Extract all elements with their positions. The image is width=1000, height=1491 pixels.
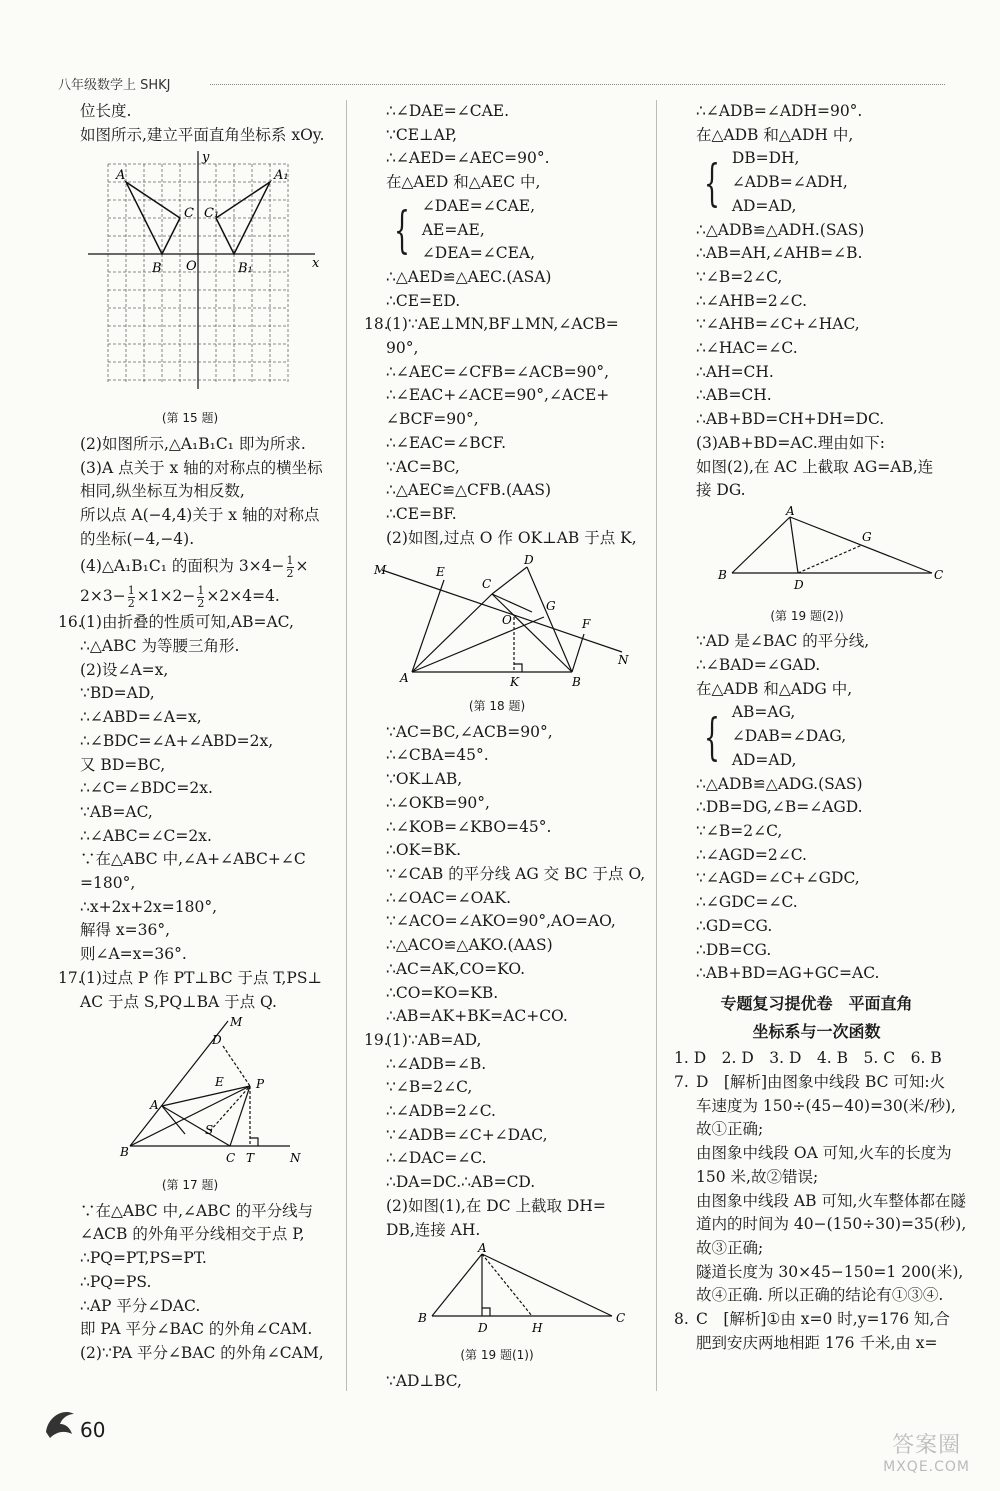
column-divider-1 xyxy=(346,100,347,1391)
text-line: ∵∠AGD=∠C+∠GDC, xyxy=(696,869,860,888)
section-title: 坐标系与一次函数 xyxy=(752,1021,881,1041)
text-line: 故③正确; xyxy=(696,1238,764,1257)
figure-19-2 xyxy=(674,505,959,628)
text-line: ∴∠AEC=∠CFB=∠ACB=90°, xyxy=(386,362,610,381)
text-line: ∴DB=CG. xyxy=(696,940,772,959)
figure-17 xyxy=(58,1016,336,1197)
triangle-bisector-diagram-2 xyxy=(682,505,942,597)
label-y: y xyxy=(202,150,210,166)
figure-caption: (第 17 题) xyxy=(161,1177,219,1192)
column-3 xyxy=(674,100,967,1355)
svg-text:S: S xyxy=(205,1123,214,1138)
figure-caption: (第 15 题) xyxy=(161,411,219,426)
equation-system: { ∠DAE=∠CAE, AE=AE, ∠DEA=∠CEA, xyxy=(393,196,536,263)
text-line: ∴AB+BD=CH+DH=DC. xyxy=(696,410,885,429)
text-line: ∵∠CAB 的平分线 AG 交 BC 于点 O, xyxy=(386,864,646,883)
text-line: ∴∠ADB=∠ADH=90°. xyxy=(696,102,863,120)
text-line: ∴△AED≌△AEC.(ASA) xyxy=(386,267,552,286)
text-line: ∴∠ABD=∠A=x, xyxy=(80,708,202,727)
text-line: ∴PQ=PT,PS=PT. xyxy=(80,1249,207,1268)
question-7: 7. D [解析]由图象中线段 BC 可知:火 xyxy=(674,1073,946,1092)
equation-system: { AB=AG, ∠DAB=∠DAG, AD=AD, xyxy=(703,703,847,769)
column-2 xyxy=(364,100,644,1393)
text-line: ∵AD 是∠BAC 的平分线, xyxy=(696,632,870,651)
fraction: $\frac{1}{2}$ xyxy=(197,583,205,610)
brace-glyph: { xyxy=(703,708,720,767)
text-line-fraction: (4)△A₁B₁C₁ 的面积为 3×4− $\frac{1}{2}$ × xyxy=(80,553,309,580)
text-line: 由图象中线段 OA 可知,火车的长度为 xyxy=(696,1144,952,1163)
fraction: $\frac{1}{2}$ xyxy=(286,553,294,580)
text-line: ∴PQ=PS. xyxy=(80,1272,152,1291)
text-line: 则∠A=x=36°. xyxy=(80,945,187,964)
text-line: ∵∠B=2∠C, xyxy=(696,821,783,840)
figure-18 xyxy=(364,552,644,718)
svg-text:B: B xyxy=(572,675,581,690)
text-line: ∠BCF=90°, xyxy=(386,410,479,429)
text-line: ∴DA=DC.∴AB=CD. xyxy=(386,1173,536,1192)
svg-text:K: K xyxy=(510,675,519,690)
text-line: (3)AB+BD=AC.理由如下: xyxy=(696,433,885,452)
text-line: 位长度. xyxy=(80,102,132,120)
text-line: ∴∠CBA=45°. xyxy=(386,746,489,765)
text-line: 相同,纵坐标互为相反数, xyxy=(80,482,245,501)
question-8: 8. C [解析]①由 x=0 时,y=176 知,合 xyxy=(674,1310,950,1329)
text-line: ∴∠EAC+∠ACE=90°,∠ACE+ xyxy=(386,386,610,405)
equation-system: { DB=DH, ∠ADB=∠ADH, AD=AD, xyxy=(703,149,848,215)
label-x: x xyxy=(312,256,320,272)
page-number: 60 xyxy=(80,1418,106,1442)
text-line: ∴AB=CH. xyxy=(696,386,772,405)
svg-text:M: M xyxy=(374,563,387,578)
text-line: (2)如图(1),在 DC 上截取 DH= xyxy=(386,1196,606,1215)
text-line: 在△ADB 和△ADG 中, xyxy=(696,679,853,698)
text-line: ∴∠GDC=∠C. xyxy=(696,893,798,912)
text-line: 90°, xyxy=(386,339,419,358)
svg-text:M: M xyxy=(230,1015,243,1030)
svg-text:B: B xyxy=(418,1311,427,1326)
svg-text:E: E xyxy=(215,1075,224,1090)
svg-text:A: A xyxy=(786,503,795,518)
text-line: ∴∠OKB=90°, xyxy=(386,793,490,812)
text-line-fraction: 2×3− $\frac{1}{2}$ ×1×2− $\frac{1}{2}$ ×2×4=4. xyxy=(80,583,280,610)
text-line: ∴△ABC 为等腰三角形. xyxy=(80,637,240,656)
column-divider-2 xyxy=(656,100,657,1391)
svg-text:H: H xyxy=(532,1321,543,1336)
text-line: ∴∠ADB=∠B. xyxy=(386,1054,487,1073)
svg-text:B: B xyxy=(718,567,727,582)
figure-19-1 xyxy=(364,1241,644,1367)
text-line: ∴AB=AK+BK=AC+CO. xyxy=(386,1007,568,1026)
label-O: O xyxy=(186,259,197,275)
text-line: ∵BD=AD, xyxy=(80,684,155,703)
text-line: 隧道长度为 30×45−150=1 200(米), xyxy=(696,1262,964,1281)
text-line: ∴∠HAC=∠C. xyxy=(696,339,798,358)
watermark: 答案圈 MXQE.COM xyxy=(883,1433,970,1475)
label-B1: B₁ xyxy=(238,261,253,277)
text-line: 故④正确. 所以正确的结论有①③④. xyxy=(696,1286,944,1305)
coordinate-grid-diagram xyxy=(80,149,330,399)
svg-text:A: A xyxy=(150,1098,159,1113)
text-line: ∵AC=BC, xyxy=(386,457,460,476)
svg-text:D: D xyxy=(478,1321,488,1336)
text-line: 道内的时间为 40−(150÷30)=35(秒), xyxy=(696,1215,967,1234)
text-line: 如图(2),在 AC 上截取 AG=AB,连 xyxy=(696,457,934,476)
svg-text:E: E xyxy=(436,565,445,580)
text-line: AC 于点 S,PQ⊥BA 于点 Q. xyxy=(80,992,277,1011)
text-line: ∴△ADB≌△ADG.(SAS) xyxy=(696,774,863,793)
text-line: ∵AD⊥BC, xyxy=(386,1371,462,1390)
text-line: 150 米,故②错误; xyxy=(696,1167,819,1186)
svg-text:O: O xyxy=(502,613,512,628)
column-1 xyxy=(58,100,336,1366)
text-line: ∴∠BAD=∠GAD. xyxy=(696,656,821,675)
text-line: (2)如图,过点 O 作 OK⊥AB 于点 K, xyxy=(386,528,637,547)
text-line: ∵∠B=2∠C, xyxy=(696,267,783,286)
question-17: 17.(1)过点 P 作 PT⊥BC 于点 T,PS⊥ xyxy=(58,968,323,987)
label-C1: C₁ xyxy=(204,206,220,222)
text-line: ∴∠DAE=∠CAE. xyxy=(386,102,510,120)
svg-text:A: A xyxy=(478,1241,487,1256)
svg-text:G: G xyxy=(862,529,872,544)
text-line: 由图象中线段 AB 可知,火车整体都在隧 xyxy=(696,1191,966,1210)
svg-text:C: C xyxy=(616,1311,626,1326)
text-line: 即 PA 平分∠BAC 的外角∠CAM. xyxy=(80,1320,313,1339)
svg-text:P: P xyxy=(256,1077,265,1092)
label-B: B xyxy=(152,261,162,277)
svg-text:A: A xyxy=(400,671,409,686)
text-line: ∴AP 平分∠DAC. xyxy=(80,1296,201,1315)
label-A1: A₁ xyxy=(274,168,289,184)
text-line: ∴∠ADB=2∠C. xyxy=(386,1102,496,1121)
text-line: 的坐标(−4,−4). xyxy=(80,529,195,548)
section-title: 专题复习提优卷 平面直角 xyxy=(720,993,913,1013)
dolphin-logo-icon xyxy=(42,1402,78,1442)
text-line: ∵AB=AC, xyxy=(80,802,153,821)
text-line: 故①正确; xyxy=(696,1120,764,1139)
text-line: (3)A 点关于 x 轴的对称点的横坐标 xyxy=(80,458,323,477)
text-line: ∴AB+BD=AG+GC=AC. xyxy=(696,964,880,983)
svg-text:C: C xyxy=(226,1151,236,1166)
text-line: ∵在△ABC 中,∠ABC 的平分线与 xyxy=(80,1201,314,1220)
text-line: ∴∠ABC=∠C=2x. xyxy=(80,826,212,845)
text-line: ∵CE⊥AP, xyxy=(386,125,458,144)
text-line: 在△ADB 和△ADH 中, xyxy=(696,125,854,144)
text-line: ∴CE=ED. xyxy=(386,291,461,310)
brace-glyph: { xyxy=(703,153,720,212)
svg-text:T: T xyxy=(246,1151,255,1166)
text-line: 在△AED 和△AEC 中, xyxy=(386,173,541,192)
brace-glyph: { xyxy=(393,201,410,260)
text-line: 肥到安庆两地相距 176 千米,由 x= xyxy=(696,1333,938,1352)
svg-text:N: N xyxy=(290,1151,301,1166)
text-line: (2)∵PA 平分∠BAC 的外角∠CAM, xyxy=(80,1343,324,1362)
figure-caption: (第 19 题(1)) xyxy=(460,1347,534,1362)
text-line: ∵∠ACO=∠AKO=90°,AO=AO, xyxy=(386,912,616,931)
text-line: 解得 x=36°, xyxy=(80,921,171,940)
text-line: ∴CO=KO=KB. xyxy=(386,983,499,1002)
text-line: 所以点 A(−4,4)关于 x 轴的对称点 xyxy=(80,505,320,524)
header-rule xyxy=(210,84,945,85)
text-line: ∴∠C=∠BDC=2x. xyxy=(80,779,213,798)
svg-text:D: D xyxy=(794,577,804,592)
text-line: ∴AH=CH. xyxy=(696,362,774,381)
text-line: ∵OK⊥AB, xyxy=(386,770,463,789)
text-line: ∴AB=AH,∠AHB=∠B. xyxy=(696,244,863,263)
text-line: ∴CE=BF. xyxy=(386,504,457,523)
text-line: ∴∠OAC=∠OAK. xyxy=(386,888,511,907)
text-line: 车速度为 150÷(45−40)=30(米/秒), xyxy=(696,1096,956,1115)
text-line: DB,连接 AH. xyxy=(386,1220,481,1239)
figure-caption: (第 18 题) xyxy=(468,699,526,714)
page-header: 八年级数学上 SHKJ xyxy=(58,78,171,93)
text-line: ∴GD=CG. xyxy=(696,916,773,935)
text-line: ∴∠BDC=∠A+∠ABD=2x, xyxy=(80,731,274,750)
text-line: ∵∠ADB=∠C+∠DAC, xyxy=(386,1125,548,1144)
text-line: 接 DG. xyxy=(696,481,746,500)
text-line: ∵在△ABC 中,∠A+∠ABC+∠C xyxy=(80,850,306,869)
fraction: $\frac{1}{2}$ xyxy=(127,583,135,610)
svg-text:D: D xyxy=(212,1033,222,1048)
svg-text:C: C xyxy=(934,567,944,582)
svg-text:F: F xyxy=(582,617,591,632)
triangle-bisector-diagram xyxy=(80,1016,320,1166)
text-line: ∵∠AHB=∠C+∠HAC, xyxy=(696,315,860,334)
text-line: ∴∠AED=∠AEC=90°. xyxy=(386,149,550,168)
right-triangle-diagram xyxy=(372,552,632,690)
answers-line: 1. D 2. D 3. D 4. B 5. C 6. B xyxy=(674,1049,942,1068)
text-line: ∴∠AGD=2∠C. xyxy=(696,845,807,864)
text-line: ∵AC=BC,∠ACB=90°, xyxy=(386,722,553,741)
question-16: 16.(1)由折叠的性质可知,AB=AC, xyxy=(58,613,294,632)
text-line: ∴∠DAC=∠C. xyxy=(386,1149,487,1168)
text-line: ∴OK=BK. xyxy=(386,841,462,860)
text-line: ∴△ADB≌△ADH.(SAS) xyxy=(696,220,865,239)
text-line: 又 BD=BC, xyxy=(80,755,166,774)
text-line: ∴∠EAC=∠BCF. xyxy=(386,433,506,452)
text-line: ∴△ACO≌△AKO.(AAS) xyxy=(386,936,553,955)
text-line: ∠ACB 的外角平分线相交于点 P, xyxy=(80,1225,305,1244)
text-line: ∴∠KOB=∠KBO=45°. xyxy=(386,817,552,836)
question-19: 19.(1)∵AB=AD, xyxy=(364,1030,482,1049)
text-line: (2)如图所示,△A₁B₁C₁ 即为所求. xyxy=(80,434,306,453)
text-line: ∴∠AHB=2∠C. xyxy=(696,291,808,310)
text-line: (2)设∠A=x, xyxy=(80,660,169,679)
svg-text:C: C xyxy=(482,577,492,592)
svg-text:G: G xyxy=(546,599,556,614)
text-line: ∴DB=DG,∠B=∠AGD. xyxy=(696,798,863,817)
question-18: 18.(1)∵AE⊥MN,BF⊥MN,∠ACB= xyxy=(364,315,619,334)
svg-text:B: B xyxy=(120,1145,129,1160)
text-line: 如图所示,建立平面直角坐标系 xOy. xyxy=(80,125,325,144)
text-line: ∴△AEC≌△CFB.(AAS) xyxy=(386,481,552,500)
label-A: A xyxy=(116,168,126,184)
label-C: C xyxy=(184,206,194,222)
triangle-altitude-diagram xyxy=(372,1241,632,1336)
figure-15 xyxy=(58,149,336,430)
figure-caption: (第 19 题(2)) xyxy=(770,608,844,623)
svg-text:N: N xyxy=(618,653,629,668)
text-line: ∴x+2x+2x=180°, xyxy=(80,897,218,916)
text-line: ∵∠B=2∠C, xyxy=(386,1078,473,1097)
svg-text:D: D xyxy=(524,553,534,568)
text-line: =180°, xyxy=(80,874,136,893)
text-line: ∴AC=AK,CO=KO. xyxy=(386,959,526,978)
